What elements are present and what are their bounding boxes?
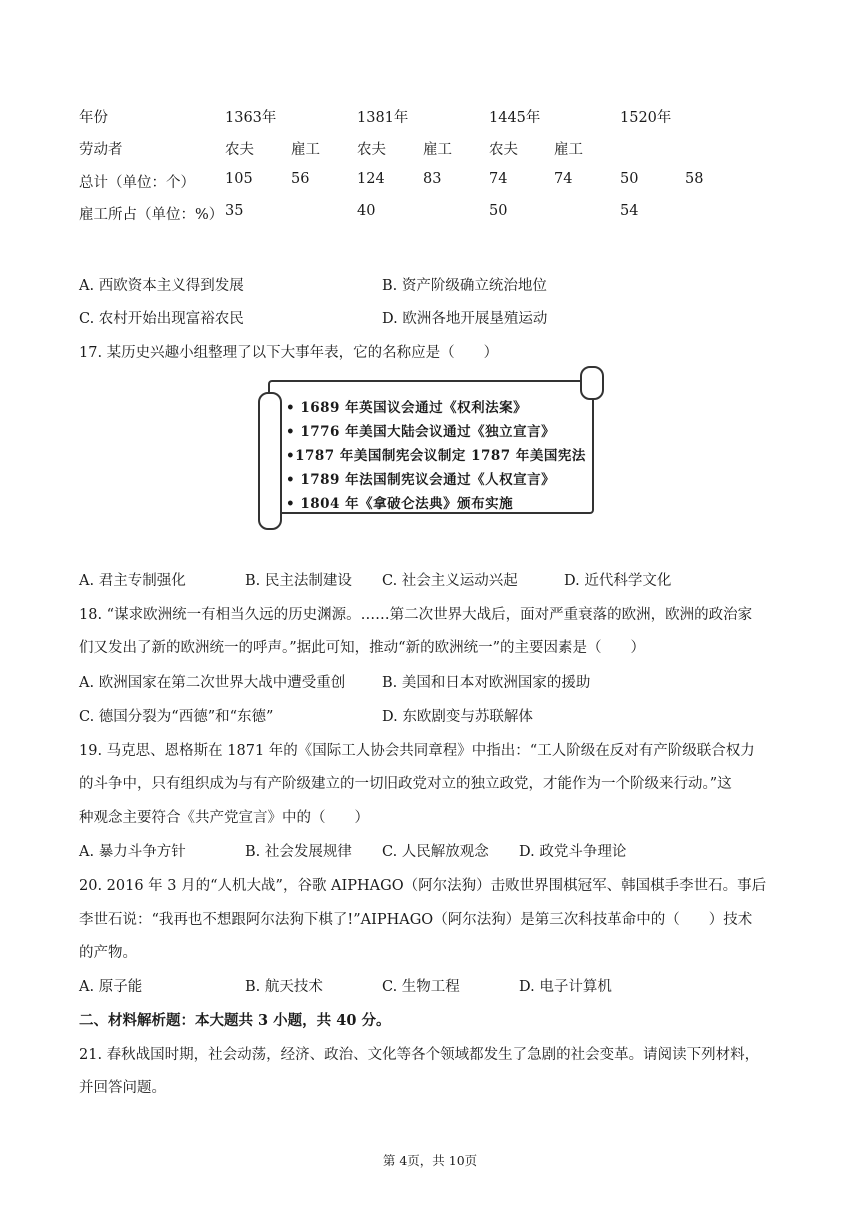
q21-stem-line: 21. 春秋战国时期，社会动荡，经济、政治、文化等各个领域都发生了急剧的社会变革。请阅读下列材料， [79,1047,760,1063]
table-cell: 劳动者 [79,142,123,158]
table-cell: 雇工 [554,142,583,158]
scroll-roll-left [258,392,282,530]
table-cell: 54 [620,203,639,219]
table-cell: 1520年 [620,110,672,126]
table-cell: 总计（单位：个） [79,175,195,191]
table-cell: 农夫 [225,142,254,158]
q17-stem: 17. 某历史兴趣小组整理了以下大事年表，它的名称应是（ ） [79,345,499,361]
table-cell: 40 [357,203,376,219]
q20-stem-line: 20. 2016 年 3 月的“人机大战”，谷歌 AIPHAGO（阿尔法狗）击败世界围棋冠军、韩国棋手李世石。事后 [79,878,767,894]
q16-option-c: C. 农村开始出现富裕农民 [79,311,244,327]
scroll-line: • 1689 年英国议会通过《权利法案》 [286,400,528,416]
q19-stem-line: 种观念主要符合《共产党宣言》中的（ ） [79,810,369,826]
table-cell: 1363年 [225,110,277,126]
q20-stem-line: 李世石说：“我再也不想跟阿尔法狗下棋了!”AIPHAGO（阿尔法狗）是第三次科技革命中的（ ）技术 [79,912,753,928]
q17-option-d: D. 近代科学文化 [564,573,672,589]
table-cell: 105 [225,171,253,187]
section-heading: 二、材料解析题：本大题共 3 小题，共 40 分。 [79,1012,391,1029]
table-cell: 74 [554,171,573,187]
q19-stem-line: 19. 马克思、恩格斯在 1871 年的《国际工人协会共同章程》中指出：“工人阶级在反对有产阶级联合权力 [79,743,755,759]
timeline-scroll-figure [258,366,604,528]
table-cell: 35 [225,203,244,219]
q19-stem-line: 的斗争中，只有组织成为与有产阶级建立的一切旧政党对立的独立政党，才能作为一个阶级来行动。”这 [79,776,732,792]
q19-option-d: D. 政党斗争理论 [519,844,627,860]
q17-option-b: B. 民主法制建设 [245,573,352,589]
q17-option-c: C. 社会主义运动兴起 [382,573,518,589]
q21-stem-line: 并回答问题。 [79,1080,166,1096]
table-cell: 农夫 [357,142,386,158]
q19-option-a: A. 暴力斗争方针 [79,844,186,860]
table-cell: 1445年 [489,110,541,126]
q18-stem-line: 们又发出了新的欧洲统一的呼声。”据此可知，推动“新的欧洲统一”的主要因素是（ ） [79,640,645,656]
scroll-line: •1787 年美国制宪会议制定 1787 年美国宪法 [286,448,586,464]
table-cell: 农夫 [489,142,518,158]
q19-option-b: B. 社会发展规律 [245,844,352,860]
q20-stem-line: 的产物。 [79,945,137,961]
q18-option-d: D. 东欧剧变与苏联解体 [382,709,533,725]
table-cell: 1381年 [357,110,409,126]
q20-option-b: B. 航天技术 [245,979,323,995]
scroll-line: • 1789 年法国制宪议会通过《人权宣言》 [286,472,556,488]
table-cell: 83 [423,171,442,187]
table-cell: 124 [357,171,385,187]
q17-option-a: A. 君主专制强化 [79,573,186,589]
table-cell: 50 [620,171,639,187]
q16-option-a: A. 西欧资本主义得到发展 [79,278,244,294]
table-cell: 雇工 [423,142,452,158]
table-cell: 雇工所占（单位：%） [79,207,224,223]
q18-option-a: A. 欧洲国家在第二次世界大战中遭受重创 [79,675,346,691]
q20-option-a: A. 原子能 [79,979,143,995]
table-cell: 年份 [79,110,108,126]
table-cell: 58 [685,171,704,187]
table-cell: 56 [291,171,310,187]
q20-option-d: D. 电子计算机 [519,979,612,995]
q20-option-c: C. 生物工程 [382,979,460,995]
q16-option-d: D. 欧洲各地开展垦殖运动 [382,311,548,327]
q18-stem-line: 18. “谋求欧洲统一有相当久远的历史渊源。……第二次世界大战后，面对严重衰落的欧洲，欧洲的政治家 [79,607,753,623]
q19-option-c: C. 人民解放观念 [382,844,489,860]
table-cell: 74 [489,171,508,187]
scroll-roll-right [580,366,604,400]
page-number: 第 4页，共 10页 [382,1153,478,1168]
table-cell: 50 [489,203,508,219]
q18-option-c: C. 德国分裂为“西德”和“东德” [79,709,274,725]
table-cell: 雇工 [291,142,320,158]
scroll-line: • 1804 年《拿破仑法典》颁布实施 [286,496,514,512]
q18-option-b: B. 美国和日本对欧洲国家的援助 [382,675,591,691]
scroll-line: • 1776 年美国大陆会议通过《独立宣言》 [286,424,556,440]
q16-option-b: B. 资产阶级确立统治地位 [382,278,547,294]
